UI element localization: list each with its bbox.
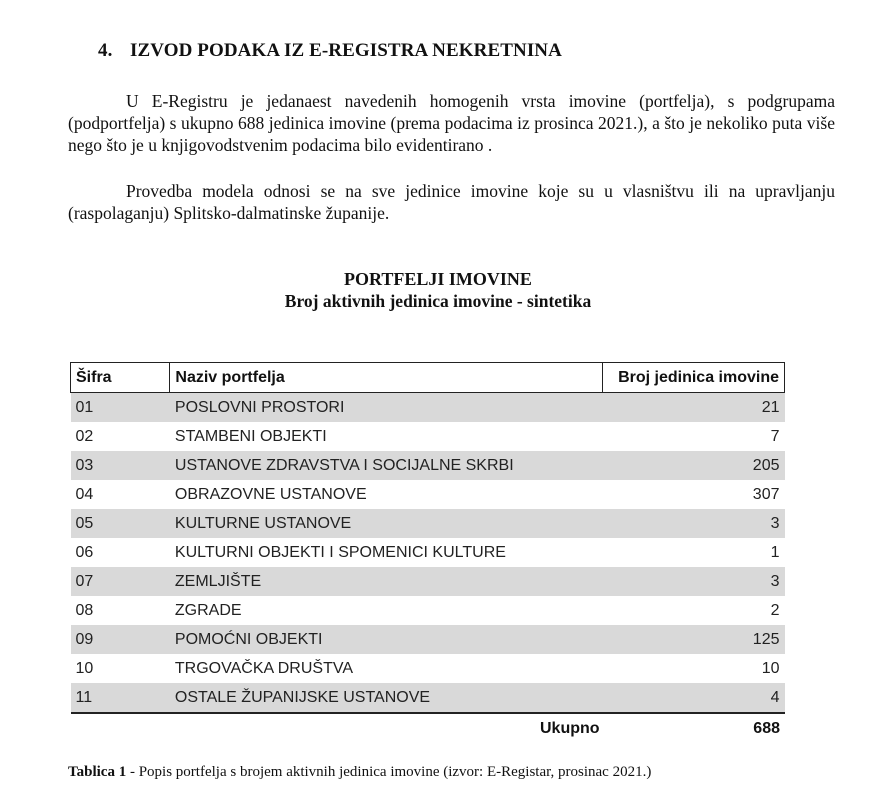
cell-name: STAMBENI OBJEKTI <box>174 427 327 445</box>
table-row <box>71 625 785 654</box>
table-row <box>71 567 785 596</box>
total-value: 688 <box>753 720 780 737</box>
cell-code: 09 <box>71 625 170 654</box>
cell-count: 7 <box>770 427 780 445</box>
table-header-row <box>71 363 785 393</box>
table-row <box>71 422 785 451</box>
section-number: 4. <box>98 40 113 61</box>
caption-text: - Popis portfelja s brojem aktivnih jedinica imovine (izvor: E-Registar, prosinac 2021.) <box>126 764 652 780</box>
cell-name: OBRAZOVNE USTANOVE <box>174 485 367 503</box>
table-title-main: PORTFELJI IMOVINE <box>344 269 532 289</box>
section-heading <box>98 40 562 62</box>
table-title <box>0 268 876 312</box>
paragraph-scope: Provedba modela odnosi se na sve jedinice imovine koje su u vlasništvu ili na upravljanju (raspolaganju) Splitsko-dalmatinske županije. <box>68 181 835 223</box>
total-label: Ukupno <box>540 720 600 737</box>
header-name: Naziv portfelja <box>170 363 603 393</box>
table-row <box>71 654 785 683</box>
cell-code: 08 <box>75 601 94 619</box>
paragraph-intro: U E-Registru je jedanaest navedenih homogenih vrsta imovine (portfelja), s podgrupama (podportfelja) s ukupno 688 jedinica imovine (prema podacima iz prosinca 2021.), a što je nekoliko puta više nego što je u knjigovodstvenim podacima bilo evidentirano . <box>68 91 835 155</box>
cell-code: 03 <box>71 451 170 480</box>
cell-name: USTANOVE ZDRAVSTVA I SOCIJALNE SKRBI <box>170 451 603 480</box>
table-row <box>71 596 785 625</box>
table-title-sub: Broj aktivnih jedinica imovine - sintetika <box>284 291 592 311</box>
header-code: Šifra <box>71 363 170 393</box>
cell-count: 2 <box>770 601 780 619</box>
cell-count: 4 <box>603 683 785 713</box>
table-row <box>71 451 785 480</box>
cell-code: 05 <box>71 509 170 538</box>
cell-code: 06 <box>75 543 94 561</box>
portfolio-table <box>70 362 785 714</box>
cell-name: POMOĆNI OBJEKTI <box>170 625 603 654</box>
cell-code: 10 <box>75 659 94 677</box>
cell-count: 3 <box>603 567 785 596</box>
cell-count: 10 <box>761 659 780 677</box>
cell-code: 07 <box>71 567 170 596</box>
cell-count: 1 <box>770 543 780 561</box>
cell-name: KULTURNI OBJEKTI I SPOMENICI KULTURE <box>174 543 506 561</box>
cell-count: 21 <box>603 393 785 423</box>
cell-name: KULTURNE USTANOVE <box>170 509 603 538</box>
section-title: IZVOD PODAKA IZ E-REGISTRA NEKRETNINA <box>130 40 562 61</box>
table-row <box>71 683 785 713</box>
table-total-row <box>70 720 785 744</box>
table-row <box>71 538 785 567</box>
cell-code: 04 <box>75 485 94 503</box>
table-row <box>71 393 785 423</box>
table-row <box>71 509 785 538</box>
cell-name: TRGOVAČKA DRUŠTVA <box>174 659 354 677</box>
cell-name: POSLOVNI PROSTORI <box>170 393 603 423</box>
cell-count: 3 <box>603 509 785 538</box>
cell-name: ZEMLJIŠTE <box>170 567 603 596</box>
cell-count: 125 <box>603 625 785 654</box>
cell-code: 11 <box>71 683 170 713</box>
cell-count: 205 <box>603 451 785 480</box>
cell-count: 307 <box>752 485 780 503</box>
cell-name: OSTALE ŽUPANIJSKE USTANOVE <box>170 683 603 713</box>
table-caption <box>68 764 651 781</box>
cell-code: 01 <box>71 393 170 423</box>
cell-code: 02 <box>75 427 94 445</box>
caption-label: Tablica 1 <box>68 764 127 780</box>
table-row <box>71 480 785 509</box>
cell-name: ZGRADE <box>174 601 242 619</box>
header-count: Broj jedinica imovine <box>603 363 785 393</box>
